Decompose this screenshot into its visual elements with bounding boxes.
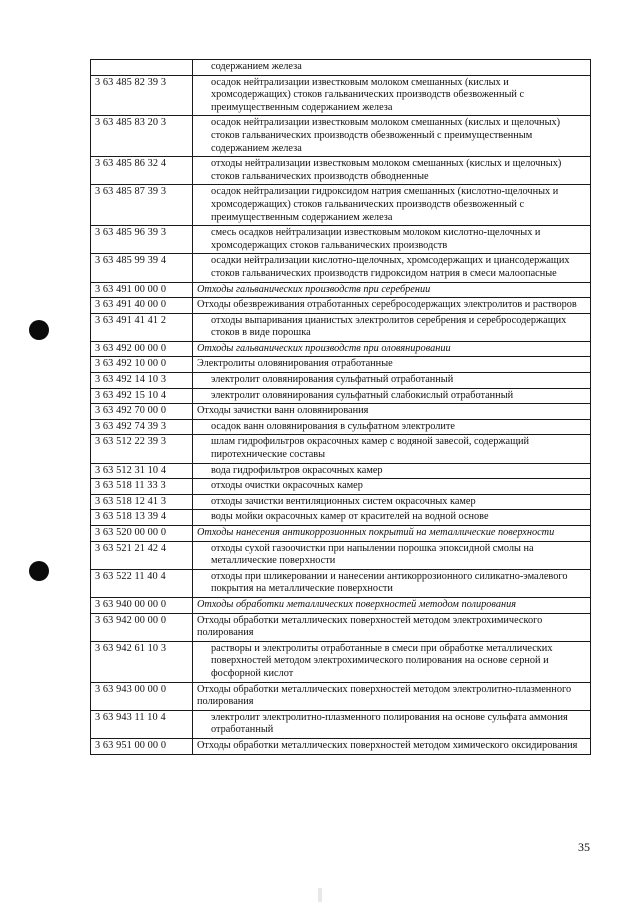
punch-hole-upper [29,320,49,340]
table-row [91,682,591,710]
waste-code-cell: 3 63 943 00 00 0 [91,682,193,710]
waste-name-cell: осадок нейтрализации известковым молоком смешанных (кислых и хромсодержащих) стоков гальванических производств обезвоженный с преимущественным содержанием железа [193,75,591,116]
waste-name-cell: отходы нейтрализации известковым молоком смешанных (кислых и щелочных) стоков гальванических производств обводненные [193,157,591,185]
waste-name-cell: отходы сухой газоочистки при напылении порошка эпоксидной смолы на металлические поверхности [193,541,591,569]
waste-name-cell: вода гидрофильтров окрасочных камер [193,463,591,479]
waste-code-cell: 3 63 485 99 39 4 [91,254,193,282]
table-row [91,357,591,373]
table-row [91,185,591,226]
waste-code-cell: 3 63 492 10 00 0 [91,357,193,373]
waste-name-cell: электролит электролитно-плазменного полирования на основе сульфата аммония отработанный [193,710,591,738]
waste-name-cell: Отходы обработки металлических поверхностей методом химического оксидирования [193,738,591,754]
table-row [91,404,591,420]
table-row [91,116,591,157]
waste-code-cell: 3 63 491 00 00 0 [91,282,193,298]
table-row [91,298,591,314]
waste-name-cell: осадки нейтрализации кислотно-щелочных, хромсодержащих и циансодержащих стоков гальванических производств гидроксидом натрия в смеси малоопасные [193,254,591,282]
waste-code-cell: 3 63 943 11 10 4 [91,710,193,738]
waste-code-cell: 3 63 492 74 39 3 [91,419,193,435]
table-row [91,341,591,357]
table-row [91,541,591,569]
waste-code-cell: 3 63 518 12 41 3 [91,494,193,510]
punch-hole-lower [29,561,49,581]
table-row [91,738,591,754]
table-row [91,373,591,389]
waste-code-cell: 3 63 518 13 39 4 [91,510,193,526]
waste-name-cell: Отходы обработки металлических поверхностей методом электролитно-плазменного полирования [193,682,591,710]
table-row [91,710,591,738]
waste-code-cell: 3 63 485 83 20 3 [91,116,193,157]
waste-code-cell: 3 63 485 87 39 3 [91,185,193,226]
table-row [91,479,591,495]
waste-code-cell: 3 63 492 70 00 0 [91,404,193,420]
table-row [91,226,591,254]
waste-code-cell: 3 63 942 00 00 0 [91,613,193,641]
waste-name-cell: Отходы обезвреживания отработанных серебросодержащих электролитов и растворов [193,298,591,314]
waste-name-cell: шлам гидрофильтров окрасочных камер с водяной завесой, содержащий пиротехнические составы [193,435,591,463]
table-row [91,597,591,613]
table-row [91,569,591,597]
table-body [91,60,591,755]
waste-code-cell: 3 63 518 11 33 3 [91,479,193,495]
waste-code-cell: 3 63 492 15 10 4 [91,388,193,404]
table-row [91,388,591,404]
table-row [91,282,591,298]
waste-name-cell: Отходы зачистки ванн оловянирования [193,404,591,420]
waste-name-cell: содержанием железа [193,60,591,76]
table-row [91,157,591,185]
waste-code-cell: 3 63 951 00 00 0 [91,738,193,754]
scan-artifact [318,888,322,902]
waste-code-cell: 3 63 485 96 39 3 [91,226,193,254]
waste-classifier-table [90,59,591,755]
waste-code-cell [91,60,193,76]
table-row [91,526,591,542]
waste-code-cell: 3 63 492 14 10 3 [91,373,193,389]
waste-name-cell: отходы зачистки вентиляционных систем окрасочных камер [193,494,591,510]
waste-name-cell: осадок нейтрализации известковым молоком смешанных (кислых и щелочных) стоков гальванических производств обезвоженный с преимущественным содержанием железа [193,116,591,157]
table-row [91,60,591,76]
waste-name-cell: осадок нейтрализации гидроксидом натрия смешанных (кислотно-щелочных и хромсодержащих) стоков гальванических производств обезвоженный с преимущественным содержанием железа [193,185,591,226]
table-row [91,463,591,479]
table-row [91,510,591,526]
waste-code-cell: 3 63 492 00 00 0 [91,341,193,357]
waste-code-cell: 3 63 512 22 39 3 [91,435,193,463]
waste-code-cell: 3 63 940 00 00 0 [91,597,193,613]
waste-name-cell: отходы при шликеровании и нанесении антикоррозионного силикатно-эмалевого покрытия на металлические поверхности [193,569,591,597]
waste-name-cell: воды мойки окрасочных камер от красителей на водной основе [193,510,591,526]
waste-name-cell: осадок ванн оловянирования в сульфатном электролите [193,419,591,435]
table-row [91,641,591,682]
table-row [91,254,591,282]
waste-name-cell: электролит оловянирования сульфатный отработанный [193,373,591,389]
waste-code-cell: 3 63 491 41 41 2 [91,313,193,341]
waste-name-cell: электролит оловянирования сульфатный слабокислый отработанный [193,388,591,404]
table-row [91,313,591,341]
waste-code-cell: 3 63 521 21 42 4 [91,541,193,569]
waste-name-cell: Электролиты оловянирования отработанные [193,357,591,373]
waste-code-cell: 3 63 512 31 10 4 [91,463,193,479]
table-row [91,75,591,116]
waste-name-cell: растворы и электролиты отработанные в смеси при обработке металлических поверхностей методом электрохимического полирования на основе серной и фосфорной кислот [193,641,591,682]
waste-code-cell: 3 63 491 40 00 0 [91,298,193,314]
waste-name-cell: Отходы гальванических производств при оловянировании [193,341,591,357]
waste-code-cell: 3 63 522 11 40 4 [91,569,193,597]
waste-name-cell: отходы выпаривания цианистых электролитов серебрения и серебросодержащих стоков в виде порошка [193,313,591,341]
waste-name-cell: Отходы нанесения антикоррозионных покрытий на металлические поверхности [193,526,591,542]
waste-name-cell: Отходы обработки металлических поверхностей методом полирования [193,597,591,613]
waste-name-cell: Отходы обработки металлических поверхностей методом электрохимического полирования [193,613,591,641]
table-row [91,419,591,435]
waste-name-cell: Отходы гальванических производств при серебрении [193,282,591,298]
waste-code-cell: 3 63 942 61 10 3 [91,641,193,682]
waste-code-cell: 3 63 520 00 00 0 [91,526,193,542]
waste-code-cell: 3 63 485 86 32 4 [91,157,193,185]
waste-name-cell: смесь осадков нейтрализации известковым молоком кислотно-щелочных и хромсодержащих стоков гальванических производств [193,226,591,254]
waste-code-cell: 3 63 485 82 39 3 [91,75,193,116]
waste-name-cell: отходы очистки окрасочных камер [193,479,591,495]
table-row [91,613,591,641]
page-number: 35 [578,840,590,854]
table-row [91,494,591,510]
table-row [91,435,591,463]
